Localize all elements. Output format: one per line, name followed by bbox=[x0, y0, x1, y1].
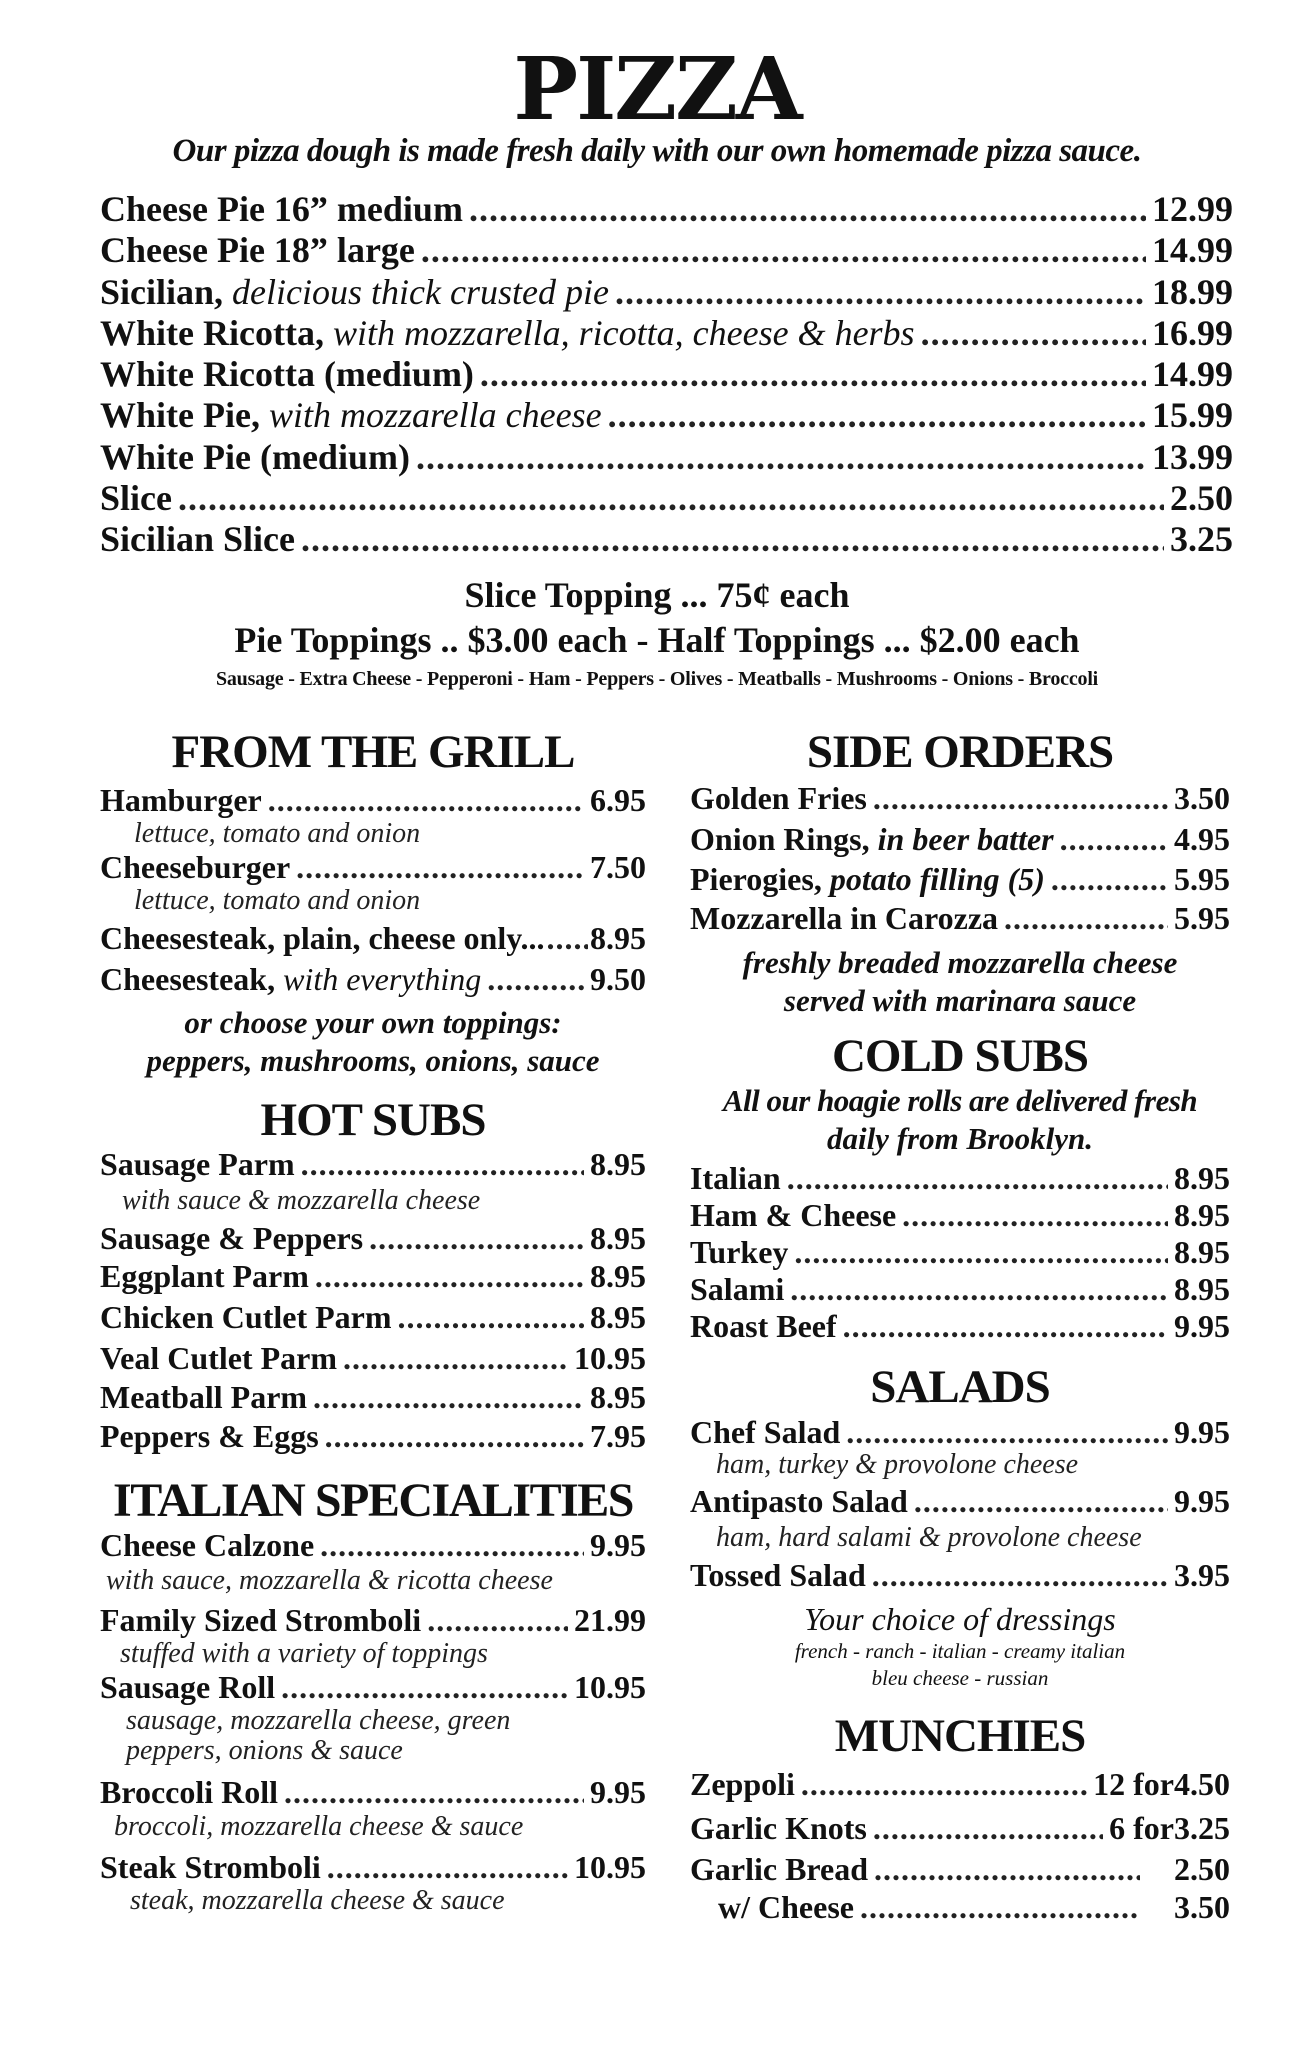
item-quantity: 6 for bbox=[1109, 1810, 1174, 1846]
menu-item bbox=[690, 818, 1230, 860]
item-sub-desc: lettuce, tomato and onion bbox=[134, 885, 421, 916]
item-name: Antipasto Salad bbox=[690, 1483, 908, 1519]
item-price: 9.95 bbox=[590, 1774, 646, 1810]
item-name: Zeppoli bbox=[690, 1766, 795, 1802]
item-price: 10.95 bbox=[574, 1669, 646, 1705]
item-price: 9.95 bbox=[1174, 1483, 1230, 1519]
menu-item bbox=[100, 1417, 646, 1455]
item-name: Cheese Pie 16” medium bbox=[100, 189, 463, 229]
item-price: 9.95 bbox=[1174, 1414, 1230, 1450]
item-price: 8.95 bbox=[590, 1220, 646, 1256]
item-name: Onion Rings, bbox=[690, 821, 870, 857]
item-price: 12.99 bbox=[1152, 189, 1233, 229]
item-desc: delicious thick crusted pie bbox=[232, 271, 609, 312]
item-name: Salami bbox=[690, 1271, 785, 1307]
item-name: Roast Beef bbox=[690, 1308, 837, 1344]
menu-item bbox=[100, 1257, 646, 1295]
item-name: Tossed Salad bbox=[690, 1557, 866, 1593]
item-name: Garlic Knots bbox=[690, 1810, 867, 1846]
sides-note-line2: served with marinara sauce bbox=[783, 983, 1137, 1018]
menu-item bbox=[100, 353, 1233, 394]
item-sub-desc: stuffed with a variety of toppings bbox=[120, 1638, 488, 1669]
dressing-list-line2: bleu cheese - russian bbox=[871, 1666, 1049, 1690]
menu-item bbox=[690, 898, 1230, 938]
item-price: 3.50 bbox=[1174, 1889, 1230, 1925]
item-sub-desc: sausage, mozzarella cheese, green bbox=[126, 1705, 511, 1736]
item-name: Ham & Cheese bbox=[690, 1197, 897, 1233]
item-name: Sicilian, bbox=[100, 271, 224, 312]
menu-item bbox=[100, 920, 646, 957]
menu-item bbox=[100, 312, 1233, 353]
item-name: Veal Cutlet Parm bbox=[100, 1340, 337, 1376]
topping-list: Sausage - Extra Cheese - Pepperoni - Ham - Peppers - Olives - Meatballs - Mushrooms - Onions - Broccoli bbox=[215, 668, 1099, 690]
item-name: White Pie, bbox=[100, 395, 260, 436]
item-sub-desc: ham, hard salami & provolone cheese bbox=[716, 1522, 1142, 1553]
menu-item bbox=[690, 1850, 1230, 1888]
item-desc: potato filling (5) bbox=[829, 861, 1045, 897]
menu-item bbox=[690, 778, 1230, 818]
cold-subs-heading: COLD SUBS bbox=[831, 1030, 1089, 1082]
item-price: 3.25 bbox=[1170, 519, 1233, 560]
cold-subs-note-line1: All our hoagie rolls are delivered fresh bbox=[722, 1083, 1198, 1118]
item-name: Turkey bbox=[690, 1234, 789, 1270]
item-name: w/ Cheese bbox=[718, 1889, 854, 1925]
dressing-title: Your choice of dressings bbox=[804, 1601, 1116, 1637]
item-name: Sausage Parm bbox=[100, 1146, 295, 1182]
item-price: 3.25 bbox=[1174, 1810, 1230, 1846]
item-price: 8.95 bbox=[590, 1379, 646, 1415]
item-price: 4.50 bbox=[1174, 1766, 1230, 1802]
item-sub-desc: peppers, onions & sauce bbox=[126, 1735, 403, 1766]
item-price: 8.95 bbox=[590, 1299, 646, 1335]
item-price: 21.99 bbox=[574, 1602, 646, 1638]
right-column bbox=[690, 724, 1230, 1926]
item-price: 7.50 bbox=[590, 849, 646, 885]
item-price: 7.95 bbox=[590, 1418, 646, 1454]
menu-item bbox=[100, 1146, 646, 1183]
item-name: Sausage & Peppers bbox=[100, 1220, 364, 1256]
item-name: White Ricotta, bbox=[100, 312, 324, 353]
item-name: Golden Fries bbox=[690, 780, 867, 816]
menu-item bbox=[690, 1271, 1230, 1308]
salads-heading: SALADS bbox=[870, 1361, 1050, 1413]
item-name: Garlic Bread bbox=[690, 1851, 869, 1887]
menu-item bbox=[690, 1888, 1230, 1926]
item-price: 8.95 bbox=[1174, 1271, 1230, 1307]
menu-item bbox=[100, 436, 1233, 477]
item-price: 18.99 bbox=[1152, 271, 1233, 312]
item-sub-desc: broccoli, mozzarella cheese & sauce bbox=[114, 1811, 524, 1842]
grill-note-line1: or choose your own toppings: bbox=[184, 1005, 562, 1040]
item-sub-desc: steak, mozzarella cheese & sauce bbox=[130, 1885, 505, 1916]
item-price: 3.50 bbox=[1174, 780, 1230, 816]
item-sub-desc: with sauce, mozzarella & ricotta cheese bbox=[106, 1565, 553, 1596]
menu-item bbox=[690, 1553, 1230, 1597]
item-name: Cheese Pie 18” large bbox=[100, 230, 415, 271]
item-quantity: 12 for bbox=[1093, 1766, 1174, 1802]
cold-subs-note-line2: daily from Brooklyn. bbox=[826, 1121, 1094, 1156]
left-column bbox=[100, 724, 646, 1916]
item-price: 2.50 bbox=[1174, 1851, 1230, 1887]
menu-item bbox=[100, 1849, 646, 1886]
item-name: Family Sized Stromboli bbox=[100, 1602, 422, 1638]
item-name: Chicken Cutlet Parm bbox=[100, 1299, 392, 1335]
item-price: 10.95 bbox=[574, 1849, 646, 1885]
item-name: Cheeseburger bbox=[100, 849, 291, 885]
item-price: 13.99 bbox=[1152, 436, 1233, 477]
item-price: 9.95 bbox=[590, 1527, 646, 1563]
item-price: 8.95 bbox=[1174, 1234, 1230, 1270]
item-name: White Ricotta (medium) bbox=[100, 354, 474, 395]
item-name: White Pie (medium) bbox=[100, 436, 410, 477]
item-name: Steak Stromboli bbox=[100, 1849, 321, 1885]
menu-item bbox=[100, 1295, 646, 1339]
item-name: Broccoli Roll bbox=[100, 1774, 279, 1810]
menu-item bbox=[690, 1197, 1230, 1234]
item-name: Sausage Roll bbox=[100, 1669, 276, 1705]
menu-item bbox=[100, 961, 646, 998]
menu-item bbox=[100, 394, 1233, 435]
item-sub-desc: ham, turkey & provolone cheese bbox=[716, 1449, 1079, 1480]
menu-item bbox=[100, 477, 1233, 518]
item-price: 5.95 bbox=[1174, 900, 1230, 936]
item-name: Slice bbox=[100, 478, 172, 519]
menu-item bbox=[690, 1806, 1230, 1850]
item-price: 8.95 bbox=[590, 1258, 646, 1294]
item-name: Sicilian Slice bbox=[100, 519, 296, 560]
menu-item bbox=[100, 849, 646, 886]
item-price: 4.95 bbox=[1174, 821, 1230, 857]
grill-note-line2: peppers, mushrooms, onions, sauce bbox=[146, 1043, 600, 1078]
item-name: Chef Salad bbox=[690, 1414, 841, 1450]
menu-item bbox=[690, 1160, 1230, 1197]
pie-toppings-price: Pie Toppings .. $3.00 each - Half Toppings ... $2.00 each bbox=[234, 620, 1080, 660]
menu-item bbox=[100, 782, 646, 819]
item-name: Cheese Calzone bbox=[100, 1527, 315, 1563]
item-price: 2.50 bbox=[1170, 478, 1233, 519]
item-name: Cheesesteak, bbox=[100, 961, 276, 997]
menu-item bbox=[100, 1219, 646, 1257]
menu-item bbox=[690, 1413, 1230, 1451]
hot-subs-heading: HOT SUBS bbox=[260, 1094, 486, 1146]
item-name: Pierogies, bbox=[690, 861, 822, 897]
item-price: 15.99 bbox=[1152, 395, 1233, 436]
item-name: Meatball Parm bbox=[100, 1379, 308, 1415]
item-price: 14.99 bbox=[1152, 230, 1233, 271]
pizza-title: PIZZA bbox=[513, 39, 801, 140]
sides-note-line1: freshly breaded mozzarella cheese bbox=[742, 945, 1178, 980]
menu-item bbox=[100, 188, 1233, 229]
pizza-menu-list bbox=[100, 188, 1233, 560]
menu-item bbox=[690, 1308, 1230, 1345]
slice-topping-price: Slice Topping ... 75¢ each bbox=[464, 575, 850, 615]
dressing-list-line1: french - ranch - italian - creamy italian bbox=[794, 1639, 1126, 1663]
menu-item bbox=[690, 1479, 1230, 1523]
menu-item bbox=[100, 1602, 646, 1639]
menu-item bbox=[690, 1234, 1230, 1271]
item-price: 6.95 bbox=[590, 782, 646, 818]
item-name: Mozzarella in Carozza bbox=[690, 900, 999, 936]
item-price: 8.95 bbox=[590, 1146, 646, 1182]
munchies-heading: MUNCHIES bbox=[834, 1710, 1086, 1762]
item-sub-desc: with sauce & mozzarella cheese bbox=[122, 1185, 481, 1216]
sides-heading: SIDE ORDERS bbox=[806, 726, 1114, 778]
item-desc: with mozzarella, ricotta, cheese & herbs bbox=[332, 312, 915, 353]
item-name: Cheesesteak, plain, cheese only... bbox=[100, 920, 545, 956]
item-price: 16.99 bbox=[1152, 312, 1233, 353]
item-price: 5.95 bbox=[1174, 861, 1230, 897]
item-name: Hamburger bbox=[100, 782, 262, 818]
grill-heading: FROM THE GRILL bbox=[171, 726, 575, 778]
menu-item bbox=[100, 1774, 646, 1811]
menu-item bbox=[100, 229, 1233, 270]
item-price: 8.95 bbox=[1174, 1197, 1230, 1233]
pizza-tagline: Our pizza dough is made fresh daily with our own homemade pizza sauce. bbox=[172, 133, 1142, 169]
item-price: 3.95 bbox=[1174, 1557, 1230, 1593]
menu-item bbox=[100, 518, 1233, 559]
menu-item bbox=[100, 271, 1233, 312]
menu-item bbox=[100, 1527, 646, 1564]
menu-item bbox=[100, 1377, 646, 1417]
item-desc: in beer batter bbox=[877, 821, 1054, 857]
item-name: Eggplant Parm bbox=[100, 1258, 309, 1294]
menu-item bbox=[690, 860, 1230, 898]
item-name: Italian bbox=[690, 1160, 781, 1196]
item-desc: with everything bbox=[283, 961, 482, 997]
item-name: Peppers & Eggs bbox=[100, 1418, 319, 1454]
item-price: 9.50 bbox=[590, 961, 646, 997]
menu-item bbox=[100, 1669, 646, 1706]
item-price: 10.95 bbox=[574, 1340, 646, 1376]
item-price: 8.95 bbox=[1174, 1160, 1230, 1196]
item-price: 14.99 bbox=[1152, 354, 1233, 395]
italian-heading: ITALIAN SPECIALITIES bbox=[113, 1474, 633, 1527]
menu-item bbox=[100, 1339, 646, 1377]
item-price: 8.95 bbox=[590, 920, 646, 956]
item-sub-desc: lettuce, tomato and onion bbox=[134, 818, 421, 849]
item-price: 9.95 bbox=[1174, 1308, 1230, 1344]
menu-item bbox=[690, 1762, 1230, 1806]
item-desc: with mozzarella cheese bbox=[268, 395, 602, 436]
